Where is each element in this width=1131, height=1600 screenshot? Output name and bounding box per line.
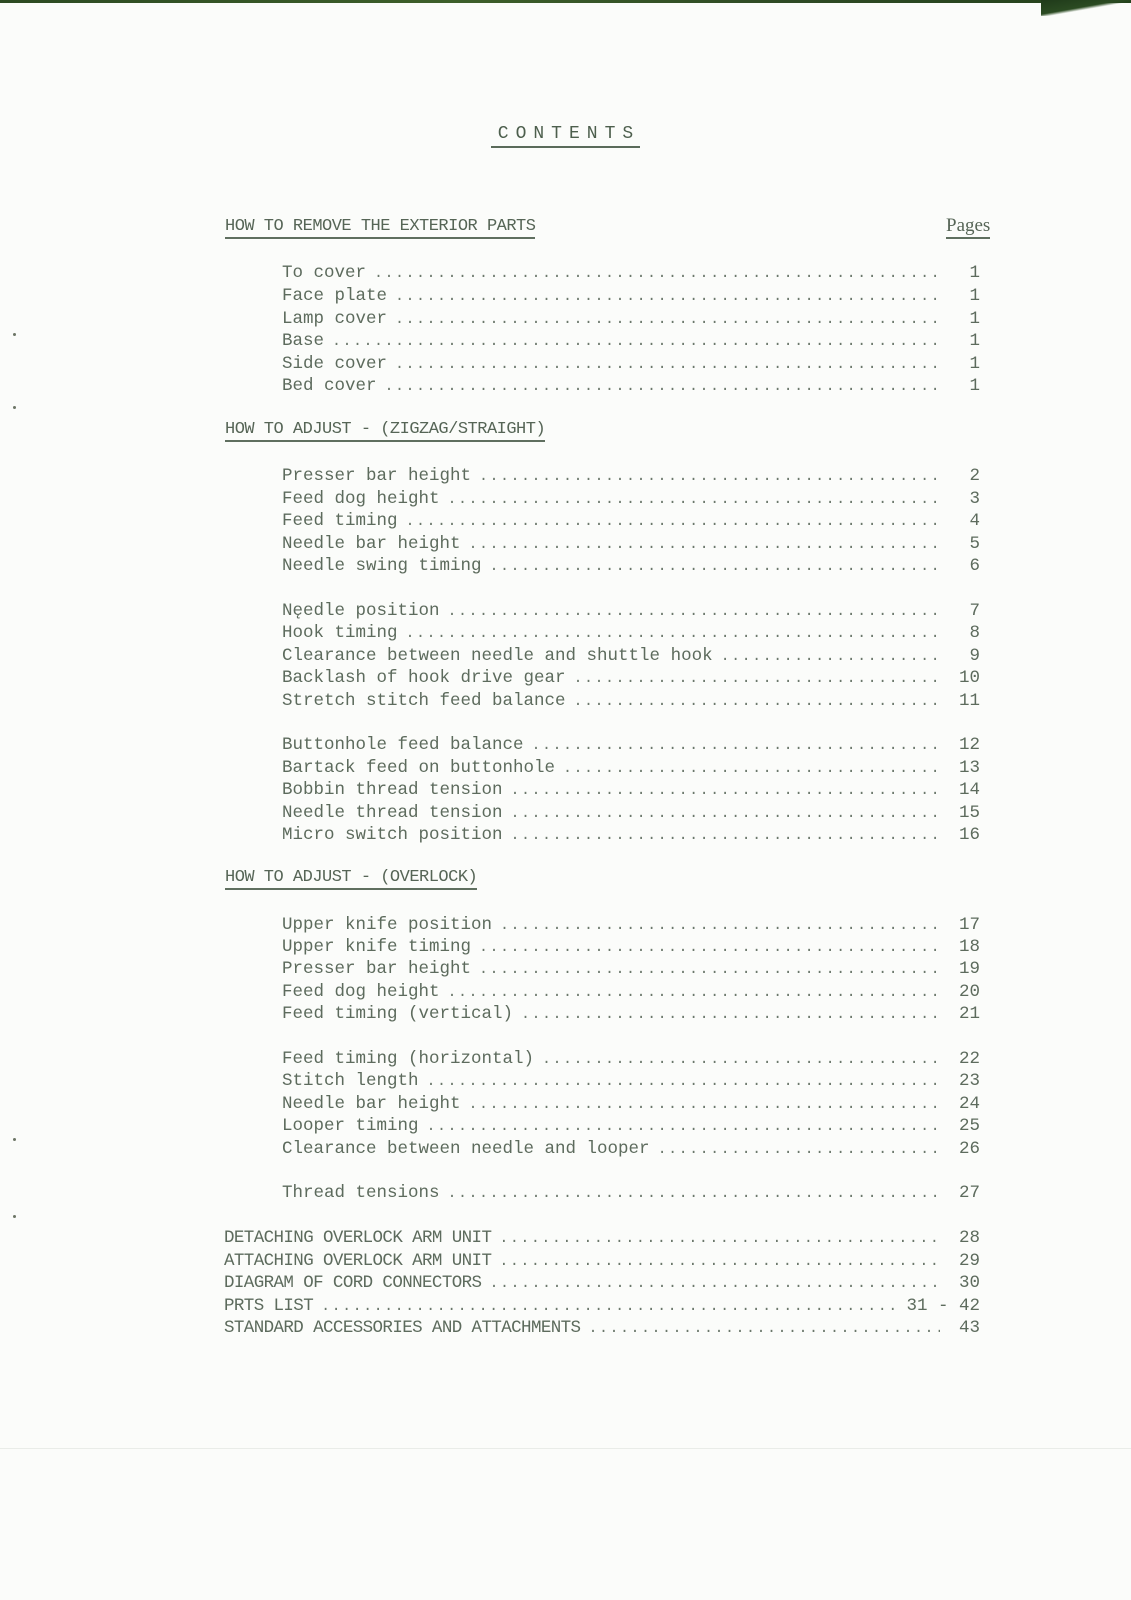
dot-leader [479,959,940,981]
toc-entry-page: 15 [958,803,980,823]
toc-entry-label: ATTACHING OVERLOCK ARM UNIT [224,1251,492,1271]
toc-entry-label: Nęedle position [282,601,440,621]
toc-entry-page: 30 [958,1273,980,1293]
toc-entry-page: 28 [958,1228,980,1248]
toc-entry-label: Presser bar height [282,959,472,979]
toc-entry-top-level[interactable] [224,1250,980,1272]
toc-entry-page: 29 [958,1251,980,1271]
dot-leader [479,466,940,488]
toc-entry-page: 6 [969,556,980,576]
dot-leader [563,758,940,780]
section-heading-text: HOW TO ADJUST - (OVERLOCK) [225,868,477,890]
toc-entry-page: 10 [958,668,980,688]
toc-entry-label: Presser bar height [282,466,472,486]
toc-entry-label: Clearance between needle and shuttle hook [282,646,713,666]
toc-entry-label: Side cover [282,354,388,374]
toc-entry[interactable] [282,488,980,510]
paper-speck [13,1215,16,1218]
toc-entry[interactable] [282,308,980,330]
dot-leader [395,286,940,308]
paper-speck [13,406,16,409]
toc-entry-page: 31 - 42 [906,1296,980,1316]
dot-leader [321,1296,900,1318]
dot-leader [574,691,940,713]
dot-leader [406,511,940,533]
toc-entry-page: 14 [958,780,980,800]
paper-speck [13,333,16,336]
toc-entry-top-level[interactable] [224,1272,980,1294]
dot-leader [469,1094,940,1116]
toc-entry-page: 12 [958,735,980,755]
toc-entry[interactable] [282,1138,980,1160]
toc-entry[interactable] [282,958,980,980]
toc-entry-page: 1 [969,331,980,351]
dot-leader [499,1251,940,1273]
toc-entry-page: 13 [958,758,980,778]
toc-entry-page: 21 [958,1004,980,1024]
toc-entry-label: Upper knife position [282,915,493,935]
dot-leader [574,668,940,690]
toc-entry[interactable] [282,375,980,397]
toc-entry[interactable] [282,330,980,352]
dot-leader [532,735,940,757]
toc-entry-page: 17 [958,915,980,935]
toc-entry[interactable] [282,936,980,958]
toc-entry-label: STANDARD ACCESSORIES AND ATTACHMENTS [224,1318,581,1338]
toc-entry[interactable] [282,1048,980,1070]
toc-entry-page: 26 [958,1139,980,1159]
toc-entry-label: Feed timing [282,511,398,531]
section-heading-text: HOW TO REMOVE THE EXTERIOR PARTS [225,217,535,239]
dot-leader [499,1228,940,1250]
toc-entry-label: Face plate [282,286,388,306]
dot-leader [479,937,940,959]
toc-entry[interactable] [282,1182,980,1204]
toc-entry-page: 1 [969,309,980,329]
toc-entry[interactable] [282,555,980,577]
toc-entry[interactable] [282,1115,980,1137]
toc-entry-page: 20 [958,982,980,1002]
toc-entry[interactable] [282,1003,980,1025]
toc-entry-label: Base [282,331,325,351]
dot-leader [658,1139,940,1161]
toc-entry-top-level[interactable] [224,1227,980,1249]
toc-entry-page: 9 [969,646,980,666]
toc-entry[interactable] [282,510,980,532]
dot-leader [395,354,940,376]
toc-entry-label: DIAGRAM OF CORD CONNECTORS [224,1273,482,1293]
toc-entry-page: 25 [958,1116,980,1136]
toc-entry-page: 16 [958,825,980,845]
toc-entry-page: 8 [969,623,980,643]
toc-entry-page: 43 [958,1318,980,1338]
dot-leader [521,1004,940,1026]
dot-leader [427,1071,940,1093]
page-title-text: CONTENTS [491,124,640,148]
toc-entry-label: To cover [282,263,367,283]
pages-column-header [946,215,990,237]
toc-entry-page: 22 [958,1049,980,1069]
toc-entry-label: Backlash of hook drive gear [282,668,566,688]
dot-leader [448,982,940,1004]
toc-entry-page: 3 [969,489,980,509]
dot-leader [511,825,940,847]
toc-entry-label: Buttonhole feed balance [282,735,524,755]
toc-entry-label: Feed timing (vertical) [282,1004,514,1024]
dot-leader [385,376,940,398]
toc-entry-label: PRTS LIST [224,1296,314,1316]
dot-leader [395,309,940,331]
dot-leader [542,1049,940,1071]
dot-leader [489,1273,940,1295]
toc-entry-label: Lamp cover [282,309,388,329]
toc-entry-label: Micro switch position [282,825,503,845]
toc-entry-label: Stitch length [282,1071,419,1091]
toc-entry[interactable] [282,600,980,622]
toc-entry-top-level[interactable] [224,1317,980,1339]
dot-leader [448,1183,940,1205]
toc-entry[interactable] [282,262,980,284]
dot-leader [469,534,940,556]
toc-entry-label: Clearance between needle and looper [282,1139,650,1159]
toc-entry-label: Needle thread tension [282,803,503,823]
toc-entry-label: Bobbin thread tension [282,780,503,800]
toc-entry-label: Thread tensions [282,1183,440,1203]
dot-leader [490,556,940,578]
toc-entry[interactable] [282,802,980,824]
paper-speck [13,1138,16,1141]
toc-entry-label: DETACHING OVERLOCK ARM UNIT [224,1228,492,1248]
toc-entry[interactable] [282,465,980,487]
toc-entry-page: 7 [969,601,980,621]
toc-entry-page: 18 [958,937,980,957]
toc-entry[interactable] [282,734,980,756]
toc-entry-page: 2 [969,466,980,486]
pages-column-header-text: Pages [946,215,990,239]
toc-entry[interactable] [282,981,980,1003]
dot-leader [500,915,940,937]
toc-entry-top-level[interactable] [224,1295,980,1317]
scan-corner-shadow [1041,0,1131,16]
toc-entry[interactable] [282,779,980,801]
dot-leader [448,489,940,511]
dot-leader [332,331,940,353]
toc-entry-page: 1 [969,354,980,374]
toc-entry[interactable] [282,1070,980,1092]
dot-leader [511,780,940,802]
toc-entry-page: 24 [958,1094,980,1114]
toc-entry[interactable] [282,622,980,644]
dot-leader [511,803,940,825]
toc-entry-label: Bartack feed on buttonhole [282,758,556,778]
toc-entry-label: Needle bar height [282,534,461,554]
toc-entry-label: Needle bar height [282,1094,461,1114]
toc-entry-page: 27 [958,1183,980,1203]
toc-entry[interactable] [282,690,980,712]
toc-entry[interactable] [282,914,980,936]
section-heading-text: HOW TO ADJUST - (ZIGZAG/STRAIGHT) [225,420,545,442]
toc-entry-label: Hook timing [282,623,398,643]
toc-entry-page: 11 [958,691,980,711]
toc-entry-page: 19 [958,959,980,979]
toc-entry-page: 1 [969,286,980,306]
toc-entry[interactable] [282,353,980,375]
toc-entry[interactable] [282,667,980,689]
toc-entry[interactable] [282,533,980,555]
toc-entry-label: Feed dog height [282,489,440,509]
toc-entry-page: 1 [969,376,980,396]
section-heading-remove-exterior [225,217,535,236]
dot-leader [448,601,940,623]
scan-top-edge [0,0,1131,3]
toc-entry-page: 4 [969,511,980,531]
toc-entry-page: 5 [969,534,980,554]
toc-entry-label: Feed dog height [282,982,440,1002]
toc-entry-label: Looper timing [282,1116,419,1136]
toc-entry-page: 23 [958,1071,980,1091]
dot-leader [588,1318,940,1340]
toc-entry-label: Upper knife timing [282,937,472,957]
toc-entry-label: Feed timing (horizontal) [282,1049,535,1069]
toc-entry-page: 1 [969,263,980,283]
dot-leader [721,646,940,668]
dot-leader [427,1116,940,1138]
dot-leader [374,263,940,285]
dot-leader [406,623,940,645]
toc-entry-label: Bed cover [282,376,377,396]
section-heading-adjust-overlock [225,868,477,887]
paper-fold-line [0,1448,1131,1449]
toc-entry-label: Stretch stitch feed balance [282,691,566,711]
toc-entry[interactable] [282,1093,980,1115]
page-title [0,124,1131,144]
toc-entry[interactable] [282,645,980,667]
toc-entry[interactable] [282,285,980,307]
section-heading-adjust-zigzag [225,420,545,439]
toc-entry[interactable] [282,824,980,846]
toc-entry[interactable] [282,757,980,779]
toc-entry-label: Needle swing timing [282,556,482,576]
